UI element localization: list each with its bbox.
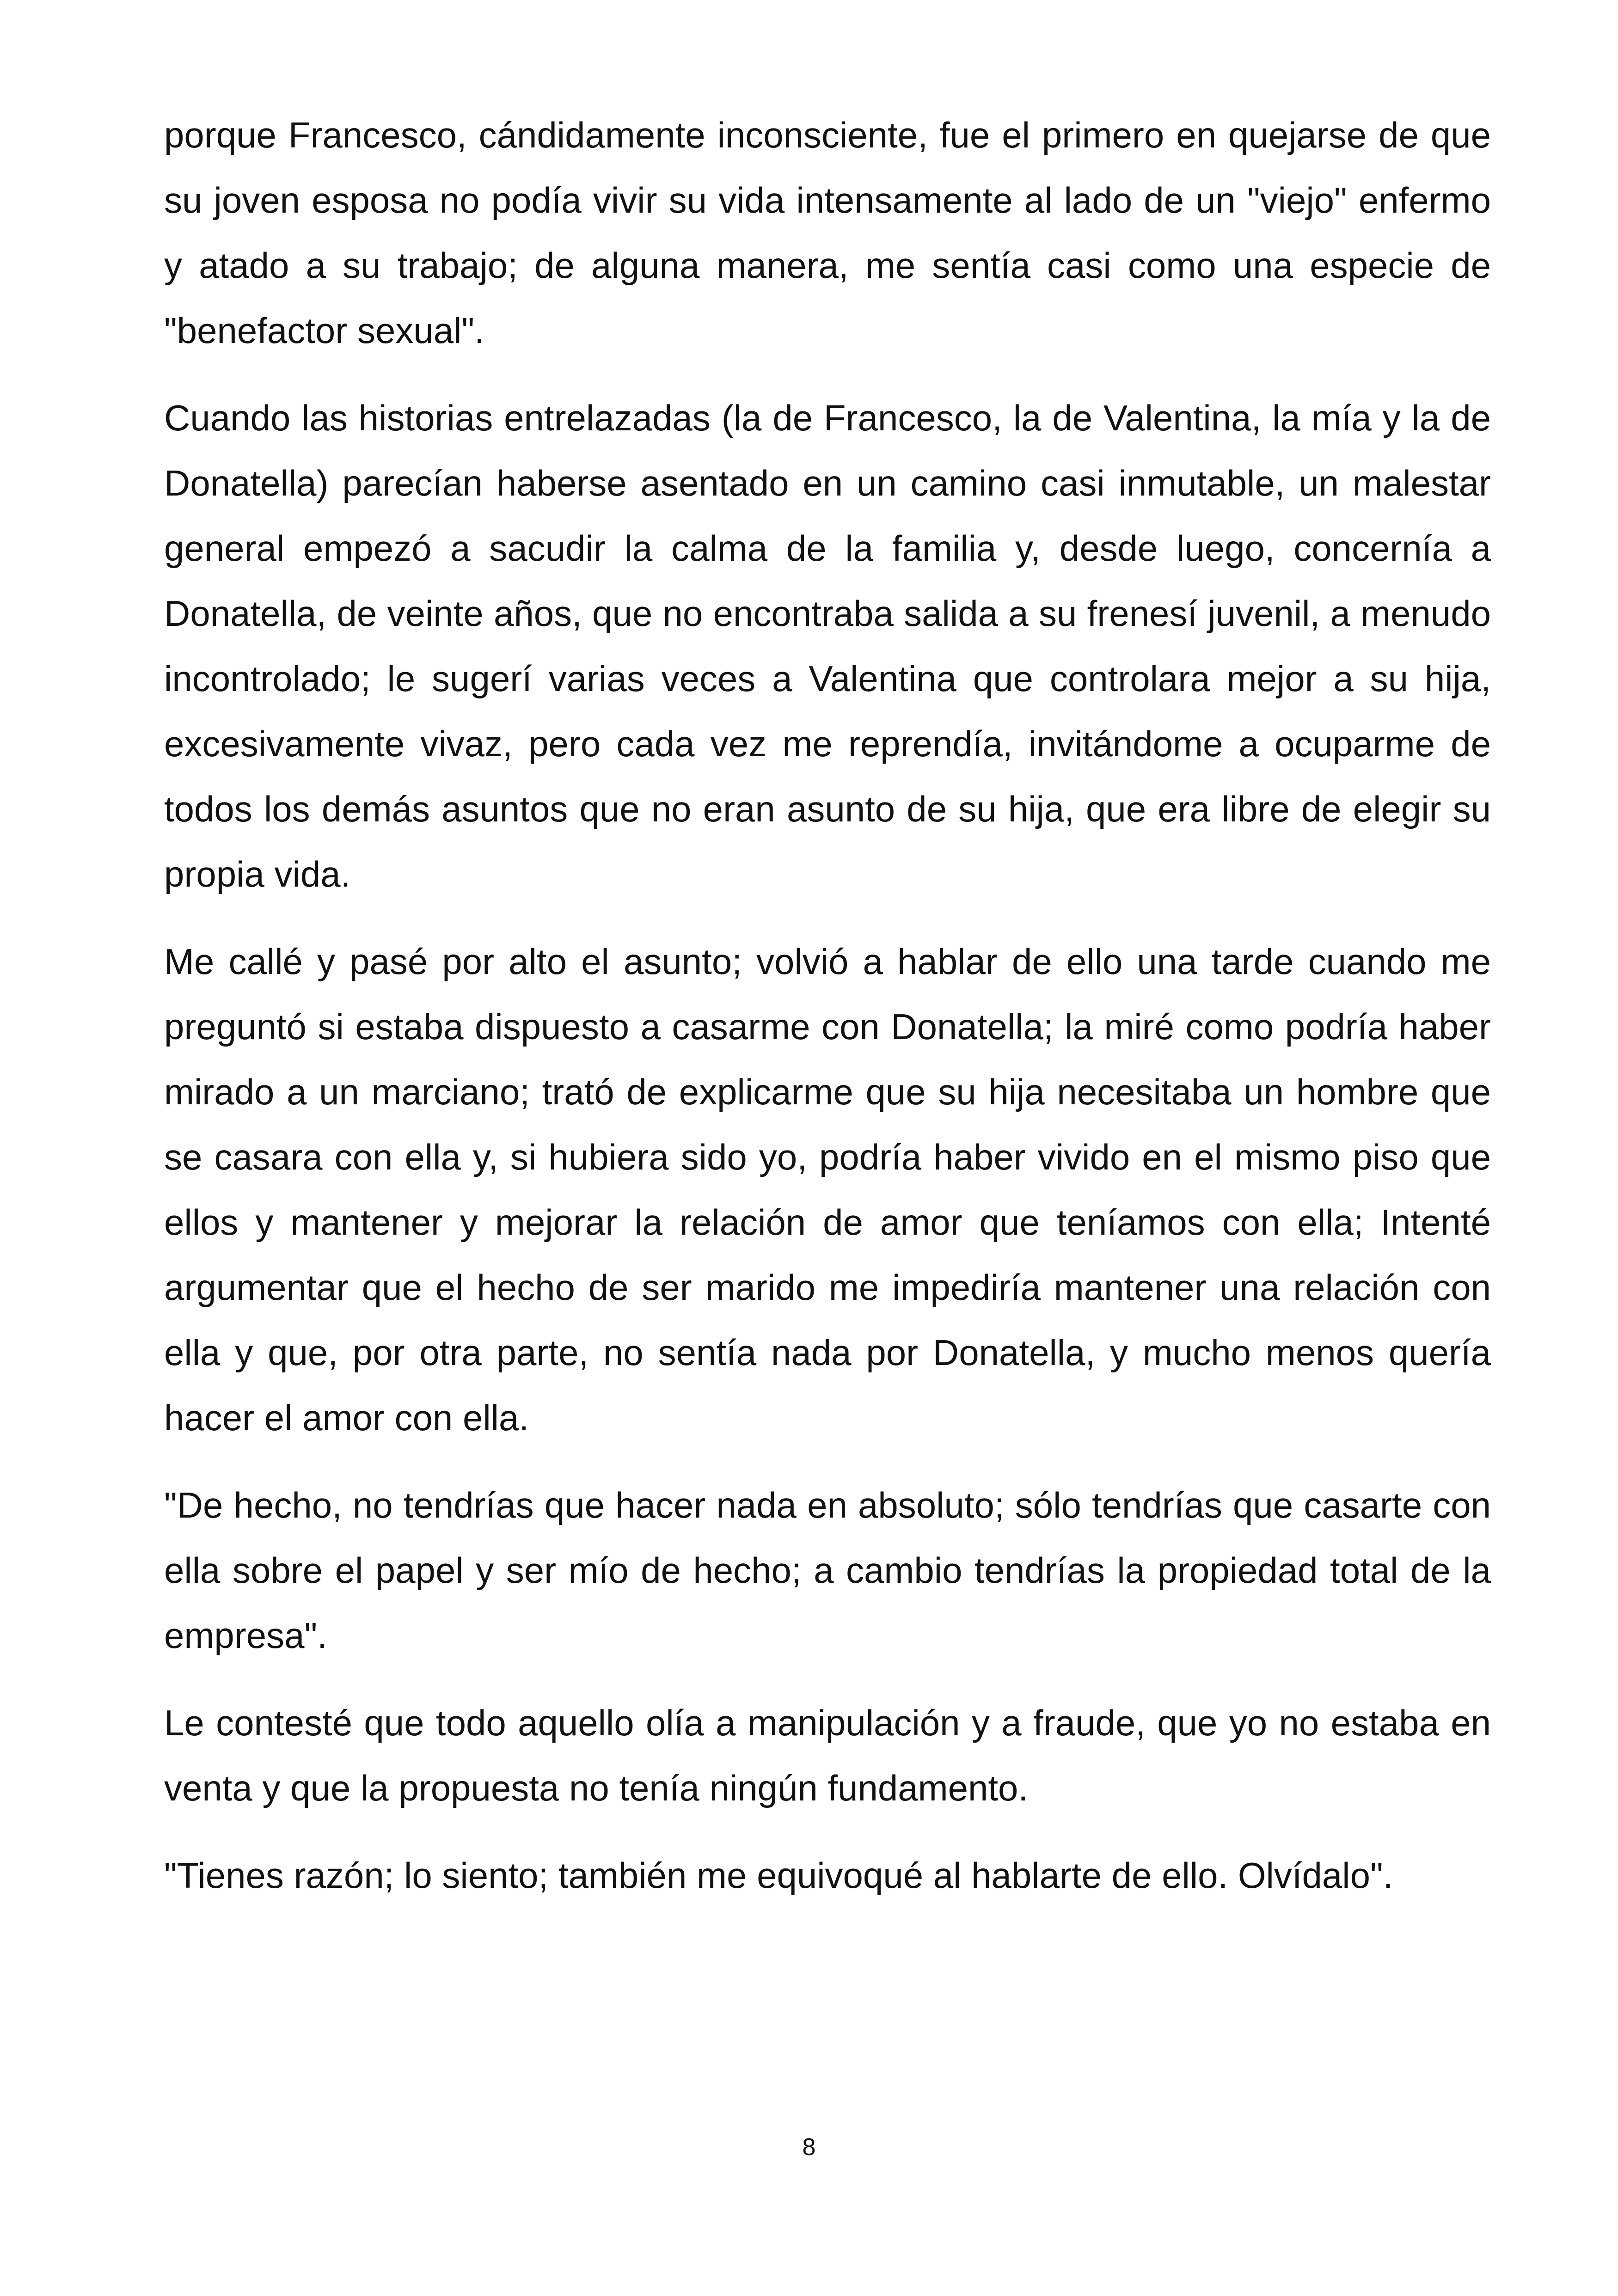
paragraph: Le contesté que todo aquello olía a manipulación y a fraude, que yo no estaba en venta y que la propuesta no tenía ningún fundamento. [164,1702,1491,1808]
paragraph: "Tienes razón; lo siento; también me equivoqué al hablarte de ello. Olvídalo". [164,1855,1393,1896]
page-number: 8 [802,2134,816,2161]
paragraph: porque Francesco, cándidamente inconsciente, fue el primero en quejarse de que su joven esposa no podía vivir su vida intensamente al lado de un "viejo" enfermo y atado a su trabajo; de alguna manera, me sentía casi como una especie de "benefactor sexual". [164,115,1491,351]
paragraph: "De hecho, no tendrías que hacer nada en absoluto; sólo tendrías que casarte con ella sobre el papel y ser mío de hecho; a cambio tendrías la propiedad total de la empresa". [164,1485,1491,1656]
paragraph: Cuando las historias entrelazadas (la de Francesco, la de Valentina, la mía y la de Donatella) parecían haberse asentado en un camino casi inmutable, un malestar general empezó a sacudir la calma de la familia y, desde luego, concernía a Donatella, de veinte años, que no encontraba salida a su frenesí juvenil, a menudo incontrolado; le sugerí varias veces a Valentina que controlara mejor a su hija, excesivamente vivaz, pero cada vez me reprendía, invitándome a ocuparme de todos los demás asuntos que no eran asunto de su hija, que era libre de elegir su propia vida. [164,398,1491,894]
body-text [164,103,1491,1930]
paragraph: Me callé y pasé por alto el asunto; volvió a hablar de ello una tarde cuando me preguntó si estaba dispuesto a casarme con Donatella; la miré como podría haber mirado a un marciano; trató de explicarme que su hija necesitaba un hombre que se casara con ella y, si hubiera sido yo, podría haber vivido en el mismo piso que ellos y mantener y mejorar la relación de amor que teníamos con ella; Intenté argumentar que el hecho de ser marido me impediría mantener una relación con ella y que, por otra parte, no sentía nada por Donatella, y mucho menos quería hacer el amor con ella. [164,941,1491,1438]
